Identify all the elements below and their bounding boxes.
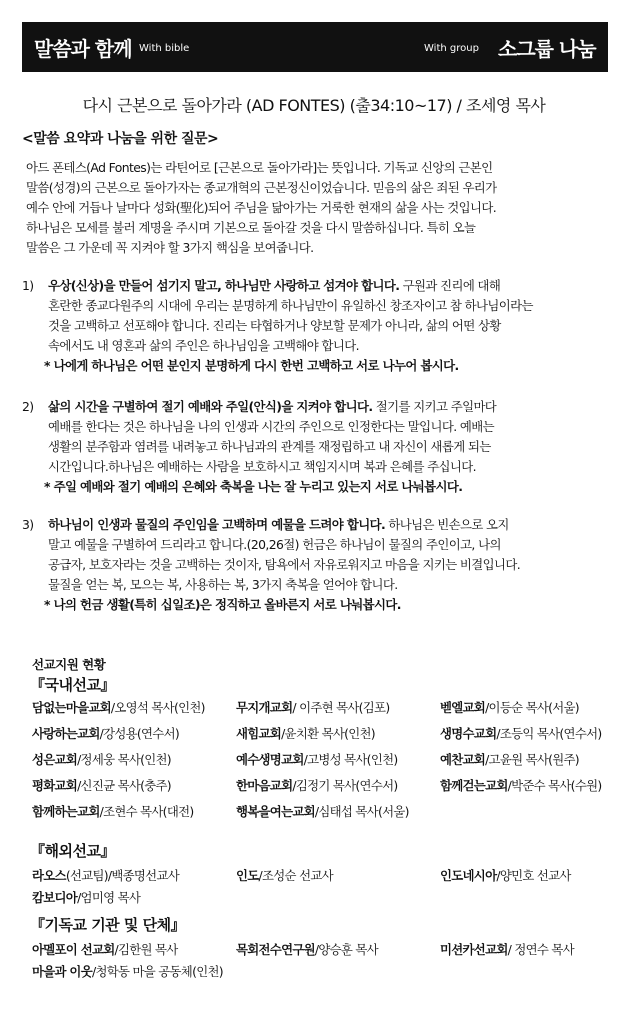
discussion-question: * 주일 예배와 절기 예배의 은혜와 축복을 나는 잘 누리고 있는지 서로 나눠봅시다. xyxy=(44,479,463,494)
point-heading: 하나님이 인생과 물질의 주인임을 고백하며 예물을 드려야 합니다. xyxy=(48,517,386,532)
intro-line: 아드 폰테스(Ad Fontes)는 라틴어로 [근본으로 돌아가라]는 뜻입니다. 기독교 신앙의 근본인 xyxy=(26,160,493,175)
mission-detail: / 이주현 목사(김포) xyxy=(292,700,390,715)
mission-entry xyxy=(32,866,179,884)
mission-entry xyxy=(440,724,602,742)
mission-detail: /박준수 목사(수원) xyxy=(507,778,602,793)
mission-entry xyxy=(440,750,579,768)
discussion-question: * 나의 헌금 생활(특히 십일조)은 정직하고 올바른지 서로 나눠봅시다. xyxy=(44,597,401,612)
mission-name: 캄보디아 xyxy=(32,890,78,905)
point-line: 예배를 한다는 것은 하나님을 나의 인생과 시간의 주인으로 인정한다는 말입니다. 예배는 xyxy=(48,419,495,434)
section-heading: <말씀 요약과 나눔을 위한 질문> xyxy=(22,131,219,147)
mission-entry xyxy=(32,776,171,794)
point-3 xyxy=(22,515,612,615)
point-1 xyxy=(22,276,612,376)
point-number: 3) xyxy=(22,517,34,532)
mission-entry xyxy=(440,866,571,884)
mission-name: 한마음교회 xyxy=(236,778,293,793)
mission-detail: /조성순 선교사 xyxy=(258,868,333,883)
mission-name: 목회전수연구원 xyxy=(236,942,315,957)
intro-line: 말씀은 그 가운데 꼭 지켜야 할 3가지 핵심을 보여줍니다. xyxy=(26,240,314,255)
mission-entry xyxy=(32,750,171,768)
discussion-question: * 나에게 하나님은 어떤 분인지 분명하게 다시 한번 고백하고 서로 나누어 봅시다. xyxy=(44,358,459,373)
point-heading: 삶의 시간을 구별하여 절기 예배와 주일(안식)을 지켜야 합니다. xyxy=(48,399,373,414)
mission-entry xyxy=(236,802,409,820)
header-right-subtitle: With group xyxy=(424,43,479,54)
mission-name: 생명수교회 xyxy=(440,726,497,741)
organizations-title: 『기독교 기관 및 단체』 xyxy=(30,916,186,934)
mission-name: 벧엘교회 xyxy=(440,700,486,715)
point-line: 생활의 분주함과 염려를 내려놓고 하나님과의 관계를 재정립하고 내 자신이 새롭게 되는 xyxy=(48,439,491,454)
mission-detail: /정세웅 목사(인천) xyxy=(77,752,171,767)
header-banner xyxy=(22,22,608,72)
mission-entry xyxy=(236,776,398,794)
mission-entry xyxy=(32,802,194,820)
mission-entry xyxy=(236,750,398,768)
mission-detail: / 정연수 목사 xyxy=(507,942,574,957)
point-line: 공급자, 보호자라는 것을 고백하는 것이자, 탐욕에서 자유로워지고 마음을 지키는 비결입니다. xyxy=(48,557,521,572)
mission-entry xyxy=(32,962,223,980)
mission-entry xyxy=(236,724,375,742)
header-left-subtitle: With bible xyxy=(139,43,190,54)
mission-name: 아멜포이 선교회 xyxy=(32,942,115,957)
intro-paragraph xyxy=(26,158,612,258)
mission-detail: /조현수 목사(대전) xyxy=(99,804,194,819)
point-first-line xyxy=(22,397,612,417)
domestic-missions-title: 『국내선교』 xyxy=(30,676,115,694)
point-first-line xyxy=(22,276,612,296)
mission-entry xyxy=(236,698,389,716)
mission-detail: /엄미영 목사 xyxy=(77,890,141,905)
mission-name: 라오스 xyxy=(32,868,66,883)
point-line: 것을 고백하고 선포해야 합니다. 진리는 타협하거나 양보할 문제가 아니라, 삶의 어떤 상황 xyxy=(48,318,501,333)
mission-entry xyxy=(32,724,179,742)
sermon-title: 다시 근본으로 돌아가라 (AD FONTES) (출34:10~17) / 조세영 목사 xyxy=(82,96,546,115)
point-text: 하나님은 빈손으로 오지 xyxy=(385,517,509,532)
mission-name: 사랑하는교회 xyxy=(32,726,100,741)
mission-name: 인도 xyxy=(236,868,259,883)
mission-detail: /조등익 목사(연수서) xyxy=(496,726,602,741)
mission-name: 인도네시아 xyxy=(440,868,497,883)
mission-name: 새힘교회 xyxy=(236,726,282,741)
header-right-title: 소그룹 나눔 xyxy=(498,37,596,61)
mission-name: 담없는마을교회 xyxy=(32,700,111,715)
mission-detail: /양승훈 목사 xyxy=(314,942,378,957)
overseas-missions-title: 『해외선교』 xyxy=(30,842,115,860)
point-line: 시간입니다.하나님은 예배하는 사람을 보호하시고 책임지시며 복과 은혜를 주십니다. xyxy=(48,459,476,474)
intro-line: 예수 안에 거듭나 날마다 성화(聖化)되어 주님을 닮아가는 거룩한 현재의 삶을 사는 것입니다. xyxy=(26,200,497,215)
point-heading: 우상(신상)을 만들어 섬기지 말고, 하나님만 사랑하고 섬겨야 합니다. xyxy=(48,278,400,293)
mission-detail: /고윤원 목사(원주) xyxy=(485,752,579,767)
mission-detail: (선교팀)/백종명선교사 xyxy=(65,868,179,883)
mission-name: 성은교회 xyxy=(32,752,78,767)
mission-detail: /오영석 목사(인천) xyxy=(110,700,205,715)
intro-line: 하나님은 모세를 불러 계명을 주시며 기본으로 돌아갈 것을 다시 말씀하십니다. 특히 오늘 xyxy=(26,220,476,235)
header-left-title: 말씀과 함께 xyxy=(34,37,132,61)
mission-name: 예수생명교회 xyxy=(236,752,304,767)
intro-line: 말씀(성경)의 근본으로 돌아가자는 종교개혁의 근본정신이었습니다. 믿음의 삶은 죄된 우리가 xyxy=(26,180,497,195)
mission-name: 미션카선교회 xyxy=(440,942,508,957)
mission-entry xyxy=(32,698,205,716)
mission-detail: /청학동 마을 공동체(인천) xyxy=(91,964,223,979)
mission-name: 마을과 이웃 xyxy=(32,964,92,979)
mission-entry xyxy=(236,866,333,884)
point-number: 1) xyxy=(22,278,34,293)
point-line: 혼란한 종교다원주의 시대에 우리는 분명하게 하나님만이 유일하신 창조자이고 참 하나님이라는 xyxy=(48,298,533,313)
point-2 xyxy=(22,397,612,497)
mission-name: 무지개교회 xyxy=(236,700,293,715)
mission-name: 행복을여는교회 xyxy=(236,804,315,819)
point-text: 절기를 지키고 주일마다 xyxy=(372,399,497,414)
mission-name: 평화교회 xyxy=(32,778,78,793)
mission-entry xyxy=(440,940,574,958)
mission-detail: /신진균 목사(충주) xyxy=(77,778,171,793)
mission-detail: /강성용(연수서) xyxy=(99,726,179,741)
mission-entry xyxy=(440,776,602,794)
point-line: 속에서도 내 영혼과 삶의 주인은 하나님임을 고백해야 합니다. xyxy=(48,338,359,353)
mission-detail: /김정기 목사(연수서) xyxy=(292,778,398,793)
mission-name: 함께하는교회 xyxy=(32,804,100,819)
mission-entry xyxy=(32,888,140,906)
point-number: 2) xyxy=(22,399,34,414)
mission-detail: /고병성 목사(인천) xyxy=(303,752,398,767)
mission-entry xyxy=(440,698,579,716)
mission-entry xyxy=(236,940,378,958)
mission-detail: /양민호 선교사 xyxy=(496,868,571,883)
point-line: 말고 예물을 구별하여 드리라고 합니다.(20,26절) 헌금은 하나님이 물질의 주인이고, 나의 xyxy=(48,537,501,552)
mission-entry xyxy=(32,940,178,958)
mission-detail: /윤치환 목사(인천) xyxy=(281,726,375,741)
point-first-line xyxy=(22,515,612,535)
mission-detail: /이등순 목사(서울) xyxy=(485,700,579,715)
mission-name: 예찬교회 xyxy=(440,752,486,767)
mission-name: 함께걷는교회 xyxy=(440,778,508,793)
mission-detail: /김한원 목사 xyxy=(114,942,178,957)
point-text: 구원과 진리에 대해 xyxy=(399,278,501,293)
support-heading: 선교지원 현황 xyxy=(32,657,106,672)
mission-detail: /심태섭 목사(서울) xyxy=(314,804,409,819)
point-line: 물질을 얻는 복, 모으는 복, 사용하는 복, 3가지 축복을 얻어야 합니다. xyxy=(48,577,398,592)
